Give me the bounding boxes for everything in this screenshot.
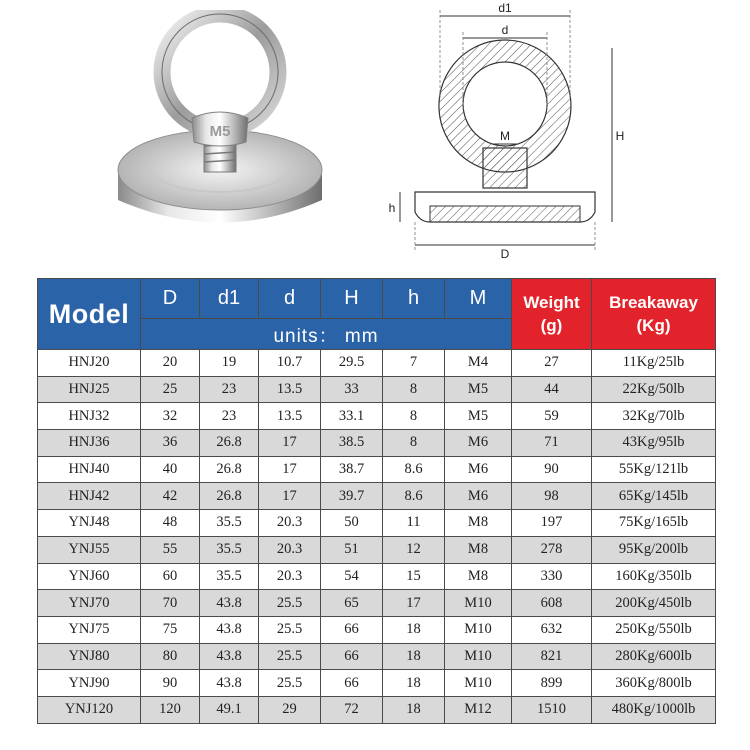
header-dim-D: D bbox=[141, 279, 200, 319]
cell-weight: 608 bbox=[512, 590, 592, 617]
header-weight bbox=[512, 279, 592, 350]
cell-weight: 821 bbox=[512, 643, 592, 670]
cell-D: 55 bbox=[141, 536, 200, 563]
cell-M: M6 bbox=[445, 456, 512, 483]
cell-breakaway: 480Kg/1000lb bbox=[592, 696, 716, 723]
cell-d1: 23 bbox=[200, 403, 259, 430]
cell-d1: 26.8 bbox=[200, 430, 259, 457]
cell-M: M8 bbox=[445, 563, 512, 590]
cell-model: HNJ40 bbox=[38, 456, 141, 483]
cell-d: 29 bbox=[259, 696, 321, 723]
cell-h: 18 bbox=[383, 696, 445, 723]
cell-d: 17 bbox=[259, 430, 321, 457]
cell-breakaway: 160Kg/350lb bbox=[592, 563, 716, 590]
label-H: H bbox=[615, 129, 625, 143]
cell-D: 120 bbox=[141, 696, 200, 723]
cell-M: M5 bbox=[445, 403, 512, 430]
cell-H: 72 bbox=[321, 696, 383, 723]
cell-M: M10 bbox=[445, 616, 512, 643]
table-row bbox=[38, 403, 716, 430]
cell-weight: 330 bbox=[512, 563, 592, 590]
cell-M: M12 bbox=[445, 696, 512, 723]
cell-breakaway: 65Kg/145lb bbox=[592, 483, 716, 510]
cell-D: 90 bbox=[141, 670, 200, 697]
cell-h: 17 bbox=[383, 590, 445, 617]
cell-weight: 197 bbox=[512, 510, 592, 537]
magnet-product-photo bbox=[100, 10, 340, 250]
cell-model: YNJ75 bbox=[38, 616, 141, 643]
cell-d: 25.5 bbox=[259, 590, 321, 617]
header-weight-label: Weight bbox=[523, 293, 580, 312]
cell-breakaway: 55Kg/121lb bbox=[592, 456, 716, 483]
table-row bbox=[38, 510, 716, 537]
cell-weight: 59 bbox=[512, 403, 592, 430]
cell-M: M6 bbox=[445, 483, 512, 510]
cell-D: 25 bbox=[141, 376, 200, 403]
cell-d: 25.5 bbox=[259, 670, 321, 697]
cell-H: 65 bbox=[321, 590, 383, 617]
cell-weight: 899 bbox=[512, 670, 592, 697]
cell-H: 54 bbox=[321, 563, 383, 590]
cell-M: M4 bbox=[445, 350, 512, 377]
cell-D: 70 bbox=[141, 590, 200, 617]
cell-h: 8 bbox=[383, 403, 445, 430]
cell-h: 12 bbox=[383, 536, 445, 563]
cell-H: 29.5 bbox=[321, 350, 383, 377]
cell-d1: 35.5 bbox=[200, 510, 259, 537]
cell-model: YNJ48 bbox=[38, 510, 141, 537]
cell-H: 66 bbox=[321, 616, 383, 643]
cell-h: 7 bbox=[383, 350, 445, 377]
cell-model: HNJ32 bbox=[38, 403, 141, 430]
label-d: d bbox=[501, 23, 509, 37]
header-dim-M: M bbox=[445, 279, 512, 319]
cell-h: 8.6 bbox=[383, 483, 445, 510]
cell-weight: 98 bbox=[512, 483, 592, 510]
header-breakaway bbox=[592, 279, 716, 350]
label-D: D bbox=[500, 247, 510, 261]
cell-H: 66 bbox=[321, 670, 383, 697]
header-dim-d: d bbox=[259, 279, 321, 319]
cell-d1: 19 bbox=[200, 350, 259, 377]
cell-h: 18 bbox=[383, 616, 445, 643]
cell-d: 13.5 bbox=[259, 403, 321, 430]
cell-d1: 43.8 bbox=[200, 670, 259, 697]
cell-d: 10.7 bbox=[259, 350, 321, 377]
cell-breakaway: 360Kg/800lb bbox=[592, 670, 716, 697]
product-figure-area bbox=[0, 0, 750, 280]
header-weight-unit: (g) bbox=[540, 316, 563, 335]
cell-M: M6 bbox=[445, 430, 512, 457]
cell-weight: 44 bbox=[512, 376, 592, 403]
cell-M: M8 bbox=[445, 536, 512, 563]
cell-d1: 35.5 bbox=[200, 563, 259, 590]
cell-D: 32 bbox=[141, 403, 200, 430]
cell-d: 13.5 bbox=[259, 376, 321, 403]
cell-d: 25.5 bbox=[259, 643, 321, 670]
cell-H: 33.1 bbox=[321, 403, 383, 430]
cell-H: 39.7 bbox=[321, 483, 383, 510]
table-row bbox=[38, 616, 716, 643]
cross-section-drawing bbox=[380, 0, 630, 270]
table-row bbox=[38, 430, 716, 457]
cell-breakaway: 250Kg/550lb bbox=[592, 616, 716, 643]
table-row bbox=[38, 483, 716, 510]
cell-d1: 43.8 bbox=[200, 616, 259, 643]
cell-d1: 26.8 bbox=[200, 483, 259, 510]
table-row bbox=[38, 350, 716, 377]
base-magnet-section bbox=[430, 206, 580, 222]
cell-h: 15 bbox=[383, 563, 445, 590]
header-breakaway-label: Breakaway bbox=[609, 293, 698, 312]
cell-D: 75 bbox=[141, 616, 200, 643]
cell-d1: 49.1 bbox=[200, 696, 259, 723]
cell-M: M8 bbox=[445, 510, 512, 537]
cell-d1: 26.8 bbox=[200, 456, 259, 483]
cell-model: HNJ20 bbox=[38, 350, 141, 377]
table-row bbox=[38, 696, 716, 723]
cell-weight: 632 bbox=[512, 616, 592, 643]
table-row bbox=[38, 456, 716, 483]
label-h: h bbox=[388, 201, 396, 215]
thread-marking: M5 bbox=[209, 123, 231, 140]
cell-weight: 27 bbox=[512, 350, 592, 377]
cell-h: 11 bbox=[383, 510, 445, 537]
label-M: M bbox=[500, 129, 510, 143]
cell-M: M5 bbox=[445, 376, 512, 403]
table-row bbox=[38, 536, 716, 563]
cell-D: 60 bbox=[141, 563, 200, 590]
cell-d1: 23 bbox=[200, 376, 259, 403]
table-row bbox=[38, 376, 716, 403]
cell-H: 38.7 bbox=[321, 456, 383, 483]
cell-M: M10 bbox=[445, 670, 512, 697]
cell-model: YNJ90 bbox=[38, 670, 141, 697]
cell-d: 20.3 bbox=[259, 536, 321, 563]
cell-breakaway: 43Kg/95lb bbox=[592, 430, 716, 457]
cell-H: 66 bbox=[321, 643, 383, 670]
cell-d1: 43.8 bbox=[200, 643, 259, 670]
cell-h: 8 bbox=[383, 376, 445, 403]
cell-weight: 1510 bbox=[512, 696, 592, 723]
specification-table bbox=[37, 278, 716, 724]
cell-d: 20.3 bbox=[259, 510, 321, 537]
cell-breakaway: 75Kg/165lb bbox=[592, 510, 716, 537]
cell-d: 20.3 bbox=[259, 563, 321, 590]
cell-model: YNJ70 bbox=[38, 590, 141, 617]
cell-breakaway: 22Kg/50lb bbox=[592, 376, 716, 403]
header-breakaway-unit: (Kg) bbox=[636, 316, 671, 335]
cell-H: 50 bbox=[321, 510, 383, 537]
table-header bbox=[38, 279, 716, 350]
header-units: units： mm bbox=[141, 319, 512, 350]
cell-M: M10 bbox=[445, 643, 512, 670]
cell-model: YNJ55 bbox=[38, 536, 141, 563]
cell-d: 17 bbox=[259, 483, 321, 510]
cell-h: 8.6 bbox=[383, 456, 445, 483]
cell-M: M10 bbox=[445, 590, 512, 617]
cell-model: HNJ36 bbox=[38, 430, 141, 457]
header-dim-H: H bbox=[321, 279, 383, 319]
cell-breakaway: 11Kg/25lb bbox=[592, 350, 716, 377]
table-row bbox=[38, 670, 716, 697]
cell-breakaway: 32Kg/70lb bbox=[592, 403, 716, 430]
cell-h: 8 bbox=[383, 430, 445, 457]
header-model: Model bbox=[38, 279, 141, 350]
cell-D: 48 bbox=[141, 510, 200, 537]
cell-model: HNJ25 bbox=[38, 376, 141, 403]
cell-H: 33 bbox=[321, 376, 383, 403]
cell-h: 18 bbox=[383, 670, 445, 697]
table-body bbox=[38, 350, 716, 724]
shank-section bbox=[483, 148, 527, 188]
header-dim-h: h bbox=[383, 279, 445, 319]
cell-breakaway: 95Kg/200lb bbox=[592, 536, 716, 563]
table-row bbox=[38, 590, 716, 617]
cell-D: 42 bbox=[141, 483, 200, 510]
header-dim-d1: d1 bbox=[200, 279, 259, 319]
cell-D: 40 bbox=[141, 456, 200, 483]
cell-d: 25.5 bbox=[259, 616, 321, 643]
cell-d1: 43.8 bbox=[200, 590, 259, 617]
cell-model: YNJ80 bbox=[38, 643, 141, 670]
cell-weight: 90 bbox=[512, 456, 592, 483]
cell-H: 51 bbox=[321, 536, 383, 563]
cell-D: 80 bbox=[141, 643, 200, 670]
cell-H: 38.5 bbox=[321, 430, 383, 457]
cell-model: HNJ42 bbox=[38, 483, 141, 510]
cell-model: YNJ120 bbox=[38, 696, 141, 723]
table-row bbox=[38, 643, 716, 670]
label-d1: d1 bbox=[498, 1, 512, 15]
cell-weight: 71 bbox=[512, 430, 592, 457]
cell-D: 36 bbox=[141, 430, 200, 457]
cell-d1: 35.5 bbox=[200, 536, 259, 563]
cell-weight: 278 bbox=[512, 536, 592, 563]
cell-D: 20 bbox=[141, 350, 200, 377]
table-row bbox=[38, 563, 716, 590]
cell-breakaway: 280Kg/600lb bbox=[592, 643, 716, 670]
cell-d: 17 bbox=[259, 456, 321, 483]
cell-model: YNJ60 bbox=[38, 563, 141, 590]
cell-breakaway: 200Kg/450lb bbox=[592, 590, 716, 617]
cell-h: 18 bbox=[383, 643, 445, 670]
